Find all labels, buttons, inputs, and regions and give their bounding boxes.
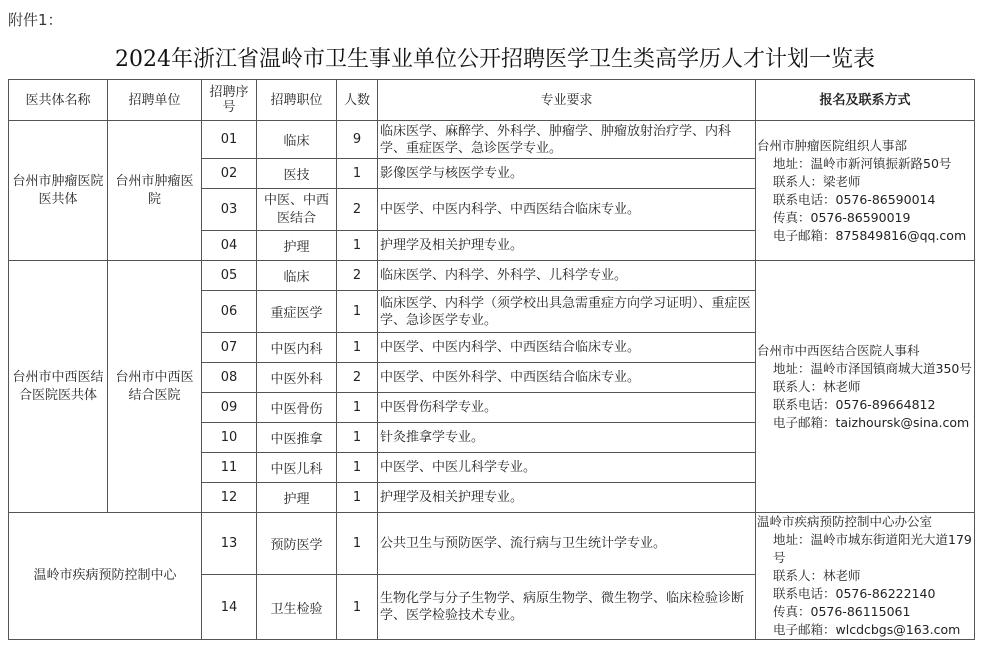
seq-cell: 12 <box>202 483 257 513</box>
position-cell: 中医推拿 <box>257 423 337 453</box>
header-position: 招聘职位 <box>257 80 337 121</box>
major-cell: 中医学、中医外科学、中西医结合临床专业。 <box>378 363 756 393</box>
major-cell: 中医学、中医内科学、中西医结合临床专业。 <box>378 189 756 231</box>
position-cell: 中医外科 <box>257 363 337 393</box>
contact-phone: 联系电话：0576-89664812 <box>773 396 936 412</box>
contact-org: 台州市肿瘤医院组织人事部 <box>757 137 908 153</box>
contact-cell <box>756 261 975 513</box>
major-cell: 护理学及相关护理专业。 <box>378 483 756 513</box>
position-cell: 护理 <box>257 231 337 261</box>
header-row <box>9 80 975 121</box>
major-cell: 临床医学、内科学（须学校出具急需重症方向学习证明）、重症医学、急诊医学专业。 <box>378 291 756 333</box>
contact-fax: 传真：0576-86115061 <box>773 604 911 619</box>
position-cell: 医技 <box>257 159 337 189</box>
table-row <box>9 121 975 159</box>
header-contact: 报名及联系方式 <box>756 80 975 121</box>
count-cell: 1 <box>337 159 378 189</box>
header-unit: 招聘单位 <box>108 80 202 121</box>
seq-cell: 13 <box>202 513 257 575</box>
major-cell: 中医骨伤科学专业。 <box>378 393 756 423</box>
contact-cell <box>756 121 975 261</box>
major-cell: 公共卫生与预防医学、流行病与卫生统计学专业。 <box>378 513 756 575</box>
header-community: 医共体名称 <box>9 80 108 121</box>
contact-org: 温岭市疾病预防控制中心办公室 <box>757 514 933 529</box>
major-cell: 生物化学与分子生物学、病原生物学、微生物学、临床检验诊断学、医学检验技术专业。 <box>378 575 756 640</box>
seq-cell: 08 <box>202 363 257 393</box>
position-cell: 中医、中西医结合 <box>257 189 337 231</box>
count-cell: 1 <box>337 393 378 423</box>
seq-cell: 07 <box>202 333 257 363</box>
recruitment-table <box>8 79 975 640</box>
contact-address: 地址：温岭市城东街道阳光大道179号 <box>773 532 972 565</box>
count-cell: 1 <box>337 513 378 575</box>
contact-person: 联系人：梁老师 <box>773 173 861 189</box>
community-cell: 温岭市疾病预防控制中心 <box>9 513 202 640</box>
header-count: 人数 <box>337 80 378 121</box>
unit-cell: 台州市肿瘤医院 <box>108 121 202 261</box>
table-row <box>9 513 975 575</box>
major-cell: 临床医学、麻醉学、外科学、肿瘤学、肿瘤放射治疗学、内科学、重症医学、急诊医学专业。 <box>378 121 756 159</box>
header-major: 专业要求 <box>378 80 756 121</box>
count-cell: 1 <box>337 483 378 513</box>
major-cell: 护理学及相关护理专业。 <box>378 231 756 261</box>
count-cell: 1 <box>337 453 378 483</box>
major-cell: 临床医学、内科学、外科学、儿科学专业。 <box>378 261 756 291</box>
seq-cell: 06 <box>202 291 257 333</box>
position-cell: 临床 <box>257 261 337 291</box>
contact-fax: 传真：0576-86590019 <box>773 209 911 225</box>
seq-cell: 14 <box>202 575 257 640</box>
contact-address: 地址：温岭市新河镇振新路50号 <box>773 155 952 171</box>
seq-cell: 11 <box>202 453 257 483</box>
contact-address: 地址：温岭市泽国镇商城大道350号 <box>773 360 972 376</box>
position-cell: 中医内科 <box>257 333 337 363</box>
contact-phone: 联系电话：0576-86590014 <box>773 191 936 207</box>
position-cell: 中医骨伤 <box>257 393 337 423</box>
contact-person: 联系人：林老师 <box>773 568 861 583</box>
contact-email: 电子邮箱：wlcdcbgs@163.com <box>773 622 961 637</box>
count-cell: 1 <box>337 423 378 453</box>
major-cell: 影像医学与核医学专业。 <box>378 159 756 189</box>
seq-cell: 03 <box>202 189 257 231</box>
position-cell: 护理 <box>257 483 337 513</box>
major-cell: 中医学、中医内科学、中西医结合临床专业。 <box>378 333 756 363</box>
page-title: 2024年浙江省温岭市卫生事业单位公开招聘医学卫生类高学历人才计划一览表 <box>115 47 875 72</box>
position-cell: 中医儿科 <box>257 453 337 483</box>
contact-email: 电子邮箱：taizhoursk@sina.com <box>773 414 970 430</box>
position-cell: 卫生检验 <box>257 575 337 640</box>
unit-cell: 台州市中西医结合医院 <box>108 261 202 513</box>
position-cell: 临床 <box>257 121 337 159</box>
seq-cell: 01 <box>202 121 257 159</box>
table-row <box>9 261 975 291</box>
contact-phone: 联系电话：0576-86222140 <box>773 586 936 601</box>
major-cell: 中医学、中医儿科学专业。 <box>378 453 756 483</box>
count-cell: 1 <box>337 231 378 261</box>
major-cell: 针灸推拿学专业。 <box>378 423 756 453</box>
seq-cell: 02 <box>202 159 257 189</box>
community-cell: 台州市肿瘤医院医共体 <box>9 121 108 261</box>
count-cell: 2 <box>337 189 378 231</box>
contact-email: 电子邮箱：875849816@qq.com <box>773 227 967 243</box>
position-cell: 重症医学 <box>257 291 337 333</box>
contact-person: 联系人：林老师 <box>773 378 861 394</box>
header-seq: 招聘序号 <box>202 80 257 121</box>
count-cell: 1 <box>337 291 378 333</box>
seq-cell: 04 <box>202 231 257 261</box>
position-cell: 预防医学 <box>257 513 337 575</box>
count-cell: 2 <box>337 261 378 291</box>
community-cell: 台州市中西医结合医院医共体 <box>9 261 108 513</box>
seq-cell: 05 <box>202 261 257 291</box>
count-cell: 1 <box>337 575 378 640</box>
count-cell: 9 <box>337 121 378 159</box>
contact-cell <box>756 513 975 640</box>
seq-cell: 09 <box>202 393 257 423</box>
seq-cell: 10 <box>202 423 257 453</box>
count-cell: 2 <box>337 363 378 393</box>
attachment-label: 附件1： <box>8 11 63 29</box>
count-cell: 1 <box>337 333 378 363</box>
contact-org: 台州市中西医结合医院人事科 <box>757 342 920 358</box>
